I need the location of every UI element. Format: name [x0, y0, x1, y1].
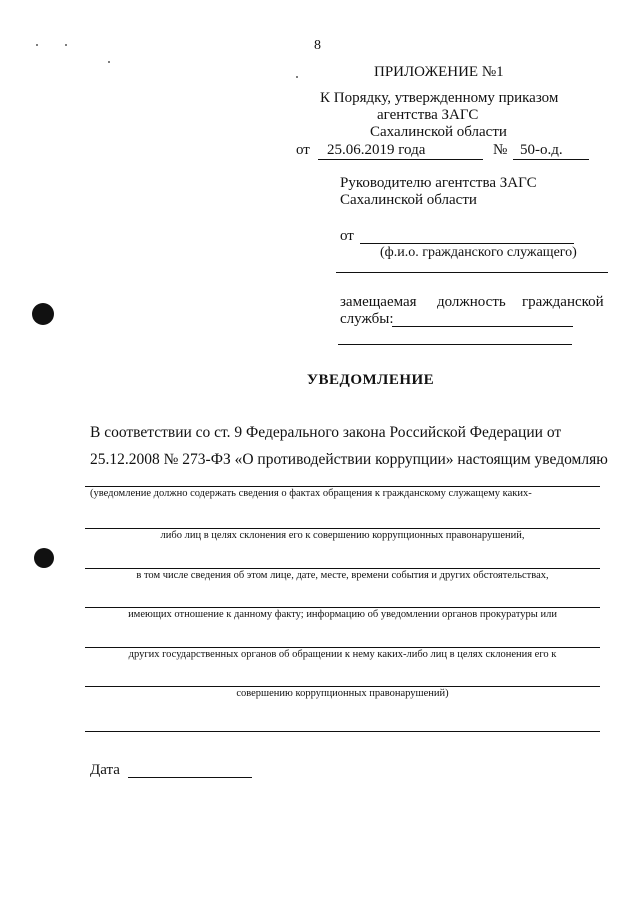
position-field-line — [392, 326, 573, 327]
date-field-line — [128, 777, 252, 778]
answer-line — [85, 568, 600, 569]
intro-line-1: В соответствии со ст. 9 Федерального закона Российской Федерации от — [90, 424, 562, 441]
instruction-line: либо лиц в целях склонения его к совершению коррупционных правонарушений, — [160, 530, 525, 541]
answer-line — [85, 607, 600, 608]
answer-line — [85, 528, 600, 529]
intro-answer-line — [85, 486, 600, 487]
order-number-value: 50-о.д. — [520, 142, 563, 158]
position-label-word-1: замещаемая — [340, 294, 417, 310]
page-number: 8 — [314, 38, 321, 53]
intro-line-2: 25.12.2008 № 273-ФЗ «О противодействии коррупции» настоящим уведомляю — [90, 451, 608, 468]
instruction-line: в том числе сведения об этом лице, дате, месте, времени события и других обстоятельствах, — [136, 570, 549, 581]
order-number-prefix: № — [493, 142, 508, 158]
punch-hole-top — [32, 303, 54, 325]
fio-field-line-2 — [336, 272, 608, 273]
date-label: Дата — [90, 762, 120, 778]
scan-speck — [108, 61, 110, 63]
order-date-value: 25.06.2019 года — [327, 142, 426, 158]
fio-caption: (ф.и.о. гражданского служащего) — [380, 245, 577, 260]
position-label-word-2: должность — [437, 294, 506, 310]
instruction-line: других государственных органов об обращении к нему каких-либо лиц в целях склонения его к — [128, 649, 557, 660]
order-reference-line-1: К Порядку, утвержденному приказом — [320, 90, 559, 106]
document-title: УВЕДОМЛЕНИЕ — [307, 372, 435, 388]
order-reference-line-2: агентства ЗАГС — [377, 107, 479, 123]
instruction-line: (уведомление должно содержать сведения о фактах обращения к гражданскому служащему каких- — [90, 488, 532, 499]
answer-line — [85, 647, 600, 648]
from-label: от — [340, 228, 354, 244]
order-number-underline — [513, 159, 589, 160]
addressee-line-2: Сахалинской области — [340, 192, 477, 208]
answer-line — [85, 731, 600, 732]
order-date-prefix: от — [296, 142, 310, 158]
order-date-underline — [318, 159, 483, 160]
fio-field-line — [360, 243, 574, 244]
order-reference-line-3: Сахалинской области — [370, 124, 507, 140]
scan-speck — [65, 44, 67, 46]
answer-line — [85, 686, 600, 687]
scan-speck — [36, 44, 38, 46]
scan-speck — [296, 76, 298, 78]
service-label: службы: — [340, 311, 394, 327]
addressee-line-1: Руководителю агентства ЗАГС — [340, 175, 537, 191]
position-label-word-3: гражданской — [522, 294, 604, 310]
appendix-title: ПРИЛОЖЕНИЕ №1 — [374, 64, 504, 80]
position-field-line-2 — [338, 344, 572, 345]
instruction-line: совершению коррупционных правонарушений) — [236, 688, 449, 699]
punch-hole-bottom — [34, 548, 54, 568]
instruction-line: имеющих отношение к данному факту; информацию об уведомлении органов прокуратуры или — [128, 609, 557, 620]
